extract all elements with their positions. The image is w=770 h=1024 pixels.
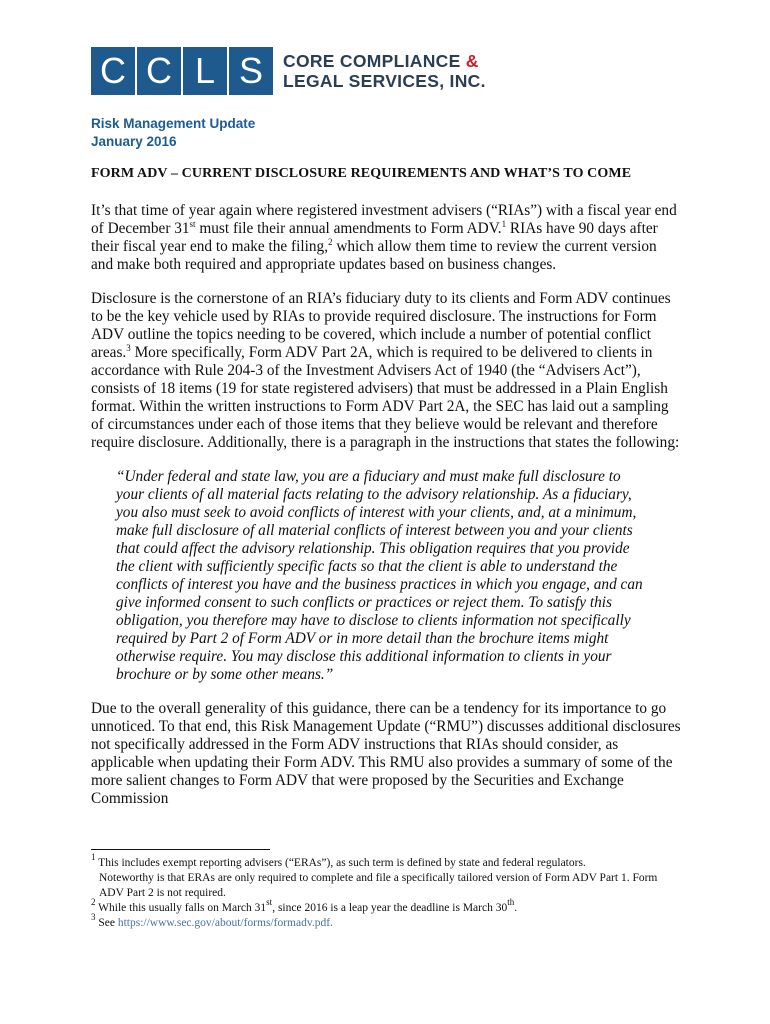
document-heading: FORM ADV – CURRENT DISCLOSURE REQUIREMENTS AND WHAT’S TO COME: [91, 166, 632, 181]
update-title: Risk Management Update: [91, 116, 256, 131]
logo-letter-c2: C: [137, 47, 181, 95]
footnote-divider: [91, 849, 270, 850]
update-date: January 2016: [91, 134, 177, 149]
footnotes: [91, 852, 681, 931]
update-header: [91, 115, 255, 151]
paragraph-guidance: Due to the overall generality of this guidance, there can be a tendency for its importance to go unnoticed. To that end, this Risk Management Update (“RMU”) discusses additional disclosures not specifically addressed in the Form ADV instructions that RIAs should consider, as applicable when updating their Form ADV. This RMU also provides a summary of some of the more salient changes to Form ADV that were proposed by the Securities and Exchange Commission: [91, 700, 681, 807]
paragraph-intro: It’s that time of year again where registered investment advisers (“RIAs”) with a fiscal year end of December 31st must file their annual amendments to Form ADV.$^1$ RIAs have 90 days after their fiscal year end to make the filing,$^2$ which allow them time to review the current version and make both required and appropriate updates based on business changes.: [91, 202, 677, 273]
footnote-2: $^2$ While this usually falls on March 31st, since 2016 is a leap year the deadline is March 30th.: [91, 897, 518, 914]
logo-line2: LEGAL SERVICES, INC.: [283, 71, 486, 91]
footnote-3: $^3$ See https://www.sec.gov/about/forms/formadv.pdf.: [91, 912, 333, 929]
logo-letter-c1: C: [91, 47, 135, 95]
logo-company-name: [283, 51, 486, 91]
footnote-1: $^1$ This includes exempt reporting advisers (“ERAs”), as such term is defined by state and federal regulators.: [91, 852, 586, 869]
logo-letter-s: S: [229, 47, 273, 95]
logo-ampersand: &: [465, 51, 479, 71]
logo-letter-l: L: [183, 47, 227, 95]
paragraph-disclosure: Disclosure is the cornerstone of an RIA’s fiduciary duty to its clients and Form ADV continues to be the key vehicle used by RIAs to provide required disclosure. The instructions for Form ADV outline the topics needing to be covered, which include a number of potential conflict areas.$^3$ More specifically, Form ADV Part 2A, which is required to be delivered to clients in accordance with Rule 204-3 of the Investment Advisers Act of 1940 (the “Advisers Act”), consists of 18 items (19 for state registered advisers) that must be addressed in a Plain English format. Within the written instructions to Form ADV Part 2A, the SEC has laid out a sampling of circumstances under each of those items that they believe would be relevant and therefore require disclosure. Additionally, there is a paragraph in the instructions that states the following:: [91, 290, 680, 451]
company-logo: [91, 47, 486, 95]
footnote-ref-2[interactable]: 2: [328, 237, 333, 247]
footnote-1-continued: Noteworthy is that ERAs are only required to complete and file a specifically tailored version of Form ADV Part 1. Form ADV Part 2 is not required.: [99, 872, 658, 899]
footnote-ref-3[interactable]: 3: [126, 343, 131, 353]
footnote-ref-1[interactable]: 1: [501, 219, 507, 229]
sec-form-adv-link[interactable]: https://www.sec.gov/about/forms/formadv.pdf.: [117, 917, 333, 929]
logo-line1: CORE COMPLIANCE: [283, 51, 461, 71]
block-quote: “Under federal and state law, you are a fiduciary and must make full disclosure to your clients of all material facts relating to the advisory relationship. As a fiduciary, you also must seek to avoid conflicts of interest with your clients, and, at a minimum, make full disclosure of all material conflicts of interest between you and your clients that could affect the advisory relationship. This obligation requires that you provide the client with sufficiently specific facts so that the client is able to understand the conflicts of interest you have and the business practices in which you engage, and can give informed consent to such conflicts or practices or reject them. To satisfy this obligation, you therefore may have to disclose to clients information not specifically required by Part 2 of Form ADV or in more detail than the brochure items might otherwise require. You may disclose this additional information to clients in your brochure or by some other means.”: [116, 468, 643, 683]
